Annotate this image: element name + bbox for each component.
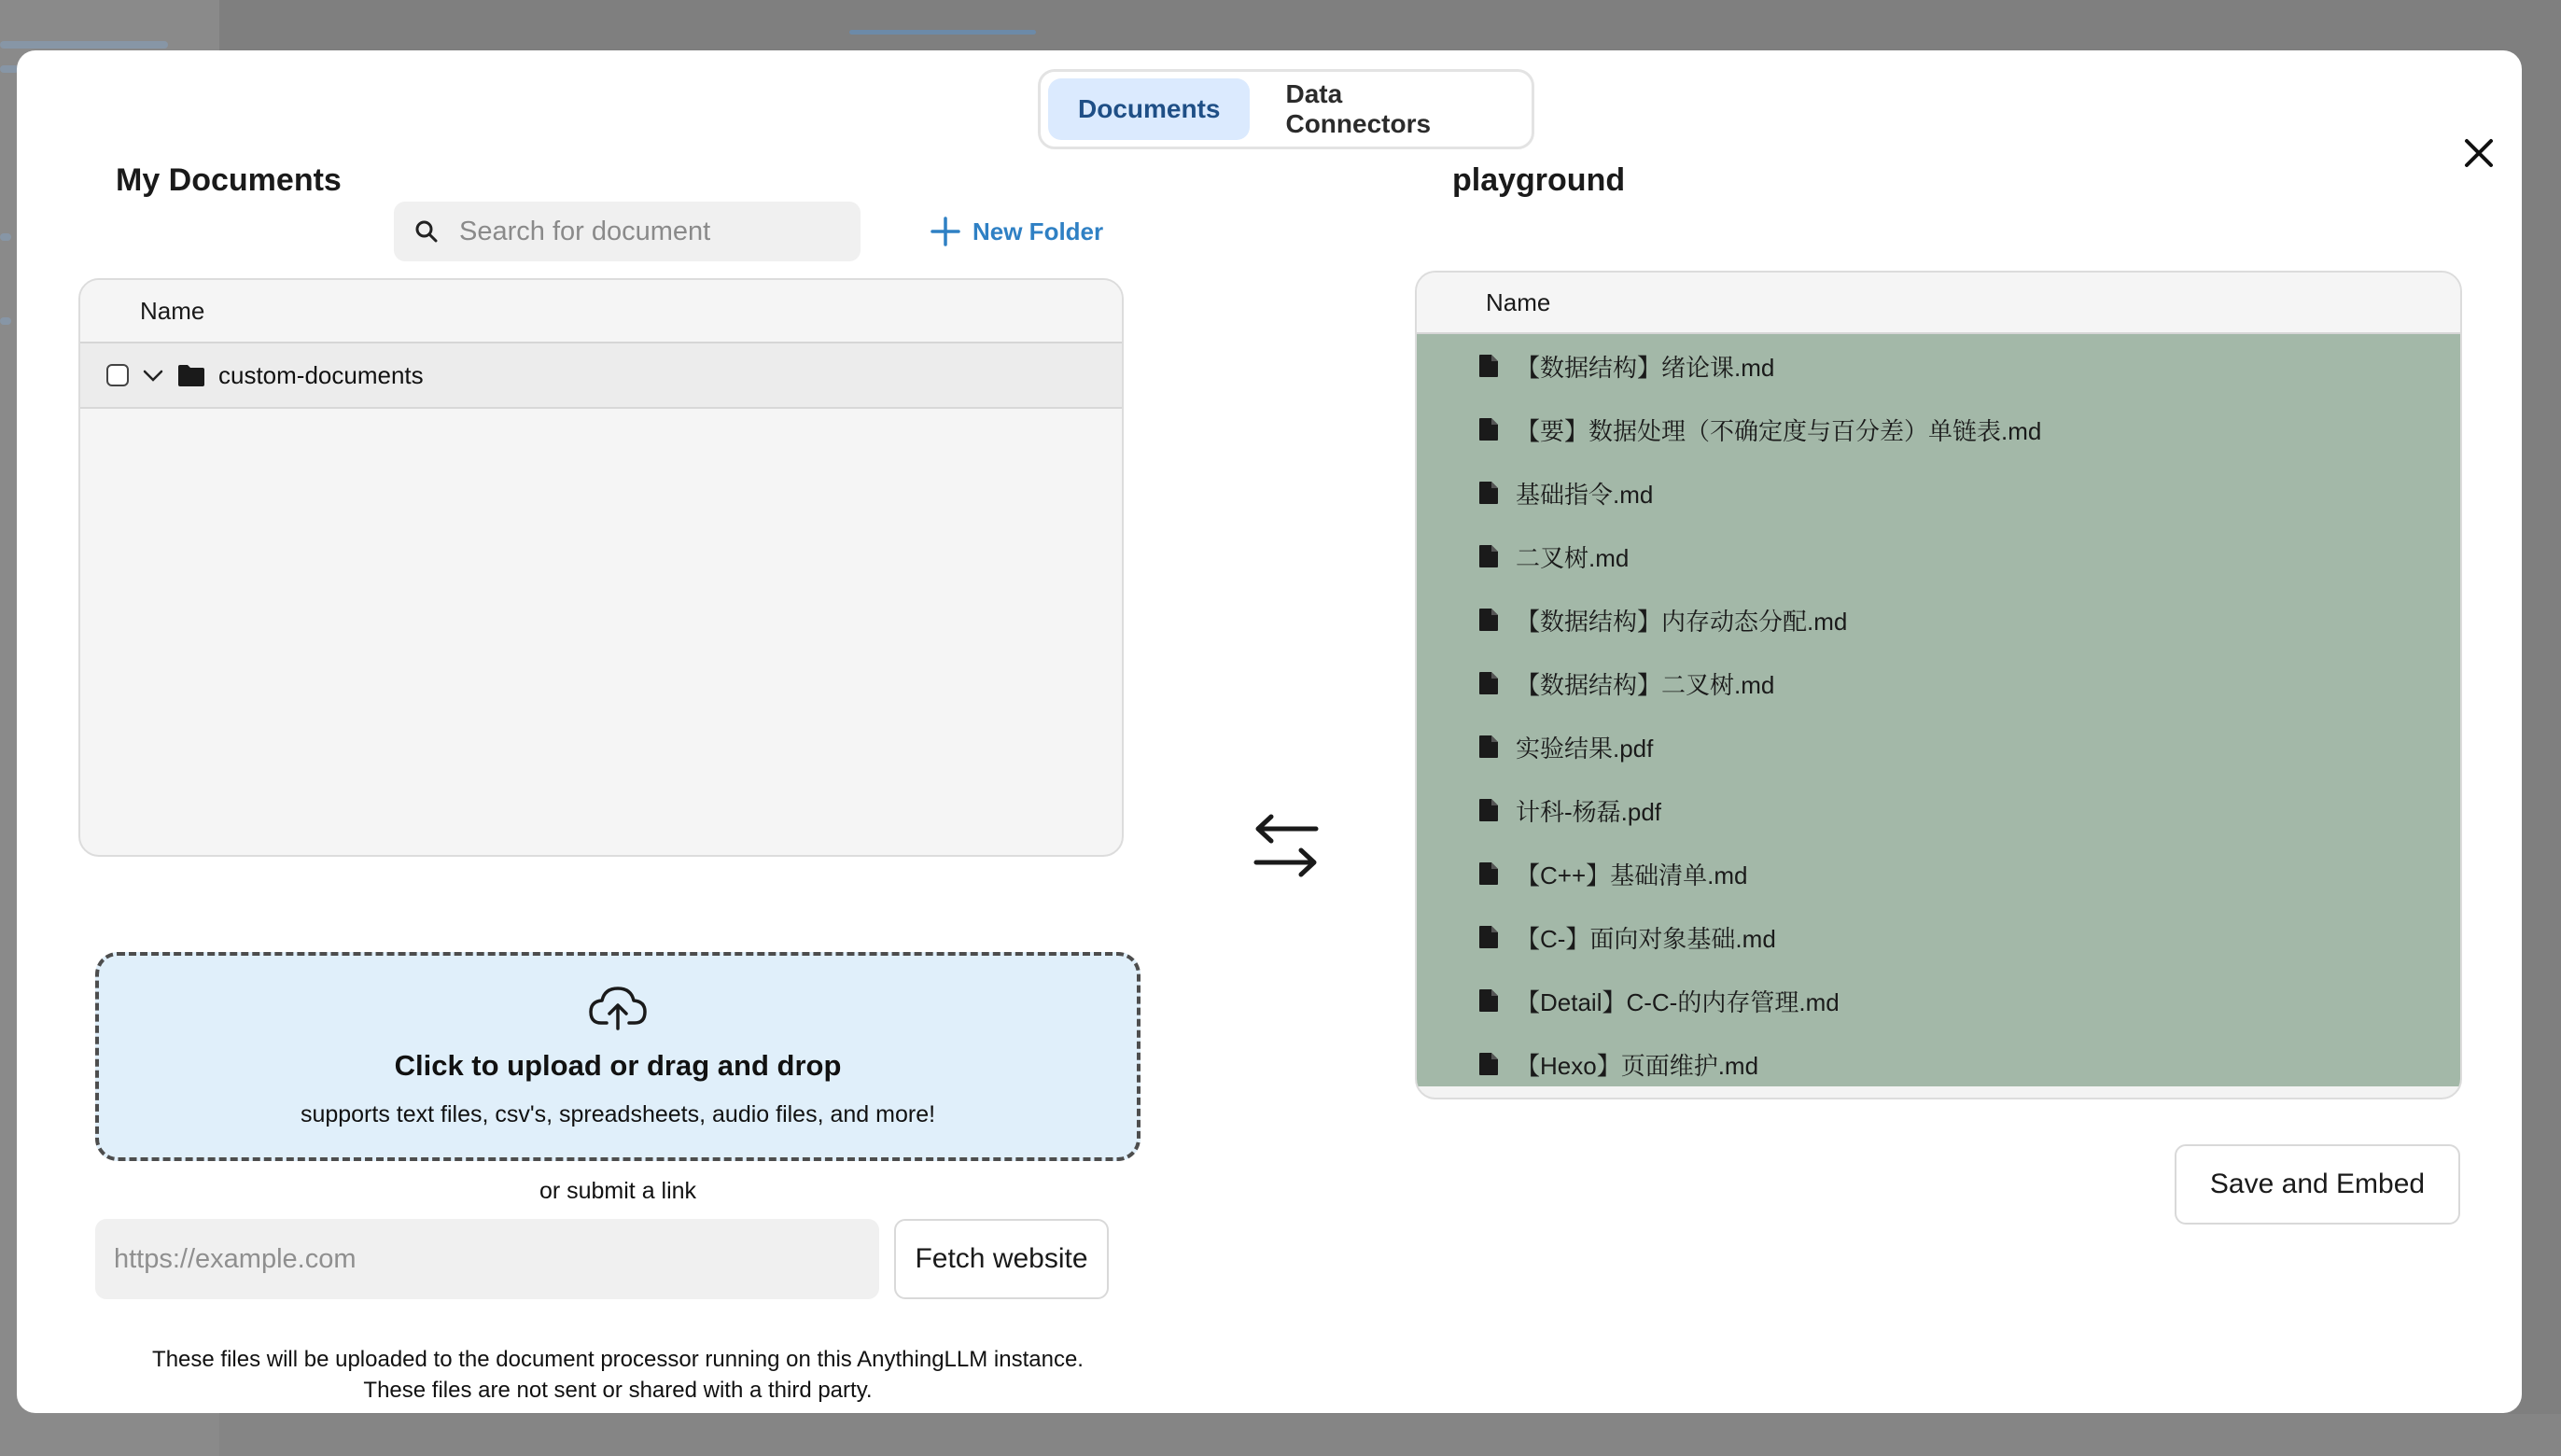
folder-checkbox[interactable] <box>106 364 129 386</box>
workspace-file-row[interactable] <box>1417 398 2460 461</box>
background-tab-underline <box>849 30 1036 35</box>
file-icon <box>1478 798 1499 822</box>
table-header-name: Name <box>1417 273 2460 334</box>
file-icon <box>1478 671 1499 695</box>
file-icon <box>1478 861 1499 886</box>
new-folder-label: New Folder <box>973 217 1104 245</box>
file-icon <box>1478 1052 1499 1076</box>
file-name: 二叉树.md <box>1516 543 1630 572</box>
folder-icon <box>177 363 205 387</box>
close-button[interactable] <box>2455 129 2503 177</box>
document-manager-modal <box>17 50 2522 1413</box>
modal-tabs <box>1038 69 1534 149</box>
cloud-upload-icon <box>588 984 648 1032</box>
workspace-file-row[interactable] <box>1417 905 2460 969</box>
upload-privacy-note <box>95 1344 1141 1406</box>
workspace-file-row[interactable] <box>1417 334 2460 398</box>
plus-icon <box>930 216 961 247</box>
workspace-title: playground <box>1452 162 1626 198</box>
note-line-1: These files will be uploaded to the document processor running on this AnythingLLM instance. <box>152 1347 1084 1372</box>
new-folder-button[interactable] <box>930 211 1103 252</box>
file-name: 【Hexo】页面维护.md <box>1516 1051 1759 1080</box>
my-documents-title: My Documents <box>116 162 342 198</box>
tab-data-connectors[interactable]: Data Connectors <box>1285 79 1432 138</box>
tab-documents[interactable]: Documents <box>1048 78 1250 140</box>
upload-dropzone[interactable] <box>95 952 1141 1161</box>
workspace-file-row[interactable] <box>1417 778 2460 842</box>
my-documents-table <box>78 278 1124 857</box>
workspace-files-list[interactable] <box>1417 334 2460 1086</box>
note-line-2: These files are not sent or shared with a third party. <box>363 1378 873 1403</box>
workspace-file-row[interactable] <box>1417 715 2460 778</box>
file-name: 【数据结构】绪论课.md <box>1516 353 1775 382</box>
document-search[interactable] <box>394 202 861 261</box>
file-icon <box>1478 481 1499 505</box>
chevron-down-icon[interactable] <box>142 364 164 386</box>
file-icon <box>1478 417 1499 441</box>
file-name: 【数据结构】内存动态分配.md <box>1516 607 1848 636</box>
fetch-website-button[interactable]: Fetch website <box>894 1219 1109 1299</box>
folder-name: custom-documents <box>218 360 424 389</box>
file-name: 【C++】基础清单.md <box>1516 861 1748 889</box>
upload-title: Click to upload or drag and drop <box>394 1049 842 1082</box>
search-icon <box>414 219 439 244</box>
workspace-file-row[interactable] <box>1417 525 2460 588</box>
workspace-file-row[interactable] <box>1417 1032 2460 1086</box>
file-icon <box>1478 608 1499 632</box>
workspace-file-row[interactable] <box>1417 588 2460 651</box>
workspace-documents-table <box>1415 271 2462 1099</box>
save-and-embed-button[interactable]: Save and Embed <box>2175 1144 2460 1225</box>
close-icon <box>2463 137 2495 169</box>
file-name: 计科-杨磊.pdf <box>1516 797 1662 826</box>
file-name: 实验结果.pdf <box>1516 734 1654 763</box>
file-icon <box>1478 735 1499 759</box>
or-submit-link-label: or submit a link <box>539 1178 697 1204</box>
file-name: 【Detail】C-C-的内存管理.md <box>1516 987 1840 1016</box>
file-icon <box>1478 354 1499 378</box>
url-input[interactable] <box>95 1219 879 1299</box>
file-icon <box>1478 544 1499 568</box>
background-footer <box>219 1414 2561 1456</box>
file-name: 【要】数据处理（不确定度与百分差）单链表.md <box>1516 416 2042 445</box>
upload-subtitle: supports text files, csv's, spreadsheets, audio files, and more! <box>300 1101 936 1127</box>
transfer-arrows-icon <box>1251 814 1322 879</box>
workspace-file-row[interactable] <box>1417 461 2460 525</box>
file-name: 【C-】面向对象基础.md <box>1516 924 1776 953</box>
file-icon <box>1478 925 1499 949</box>
search-input[interactable] <box>459 217 833 247</box>
file-name: 基础指令.md <box>1516 480 1654 509</box>
file-icon <box>1478 988 1499 1013</box>
workspace-file-row[interactable] <box>1417 969 2460 1032</box>
file-name: 【数据结构】二叉树.md <box>1516 670 1775 699</box>
table-header-name: Name <box>80 280 1122 343</box>
workspace-file-row[interactable] <box>1417 842 2460 905</box>
folder-row[interactable] <box>80 343 1122 409</box>
workspace-file-row[interactable] <box>1417 651 2460 715</box>
